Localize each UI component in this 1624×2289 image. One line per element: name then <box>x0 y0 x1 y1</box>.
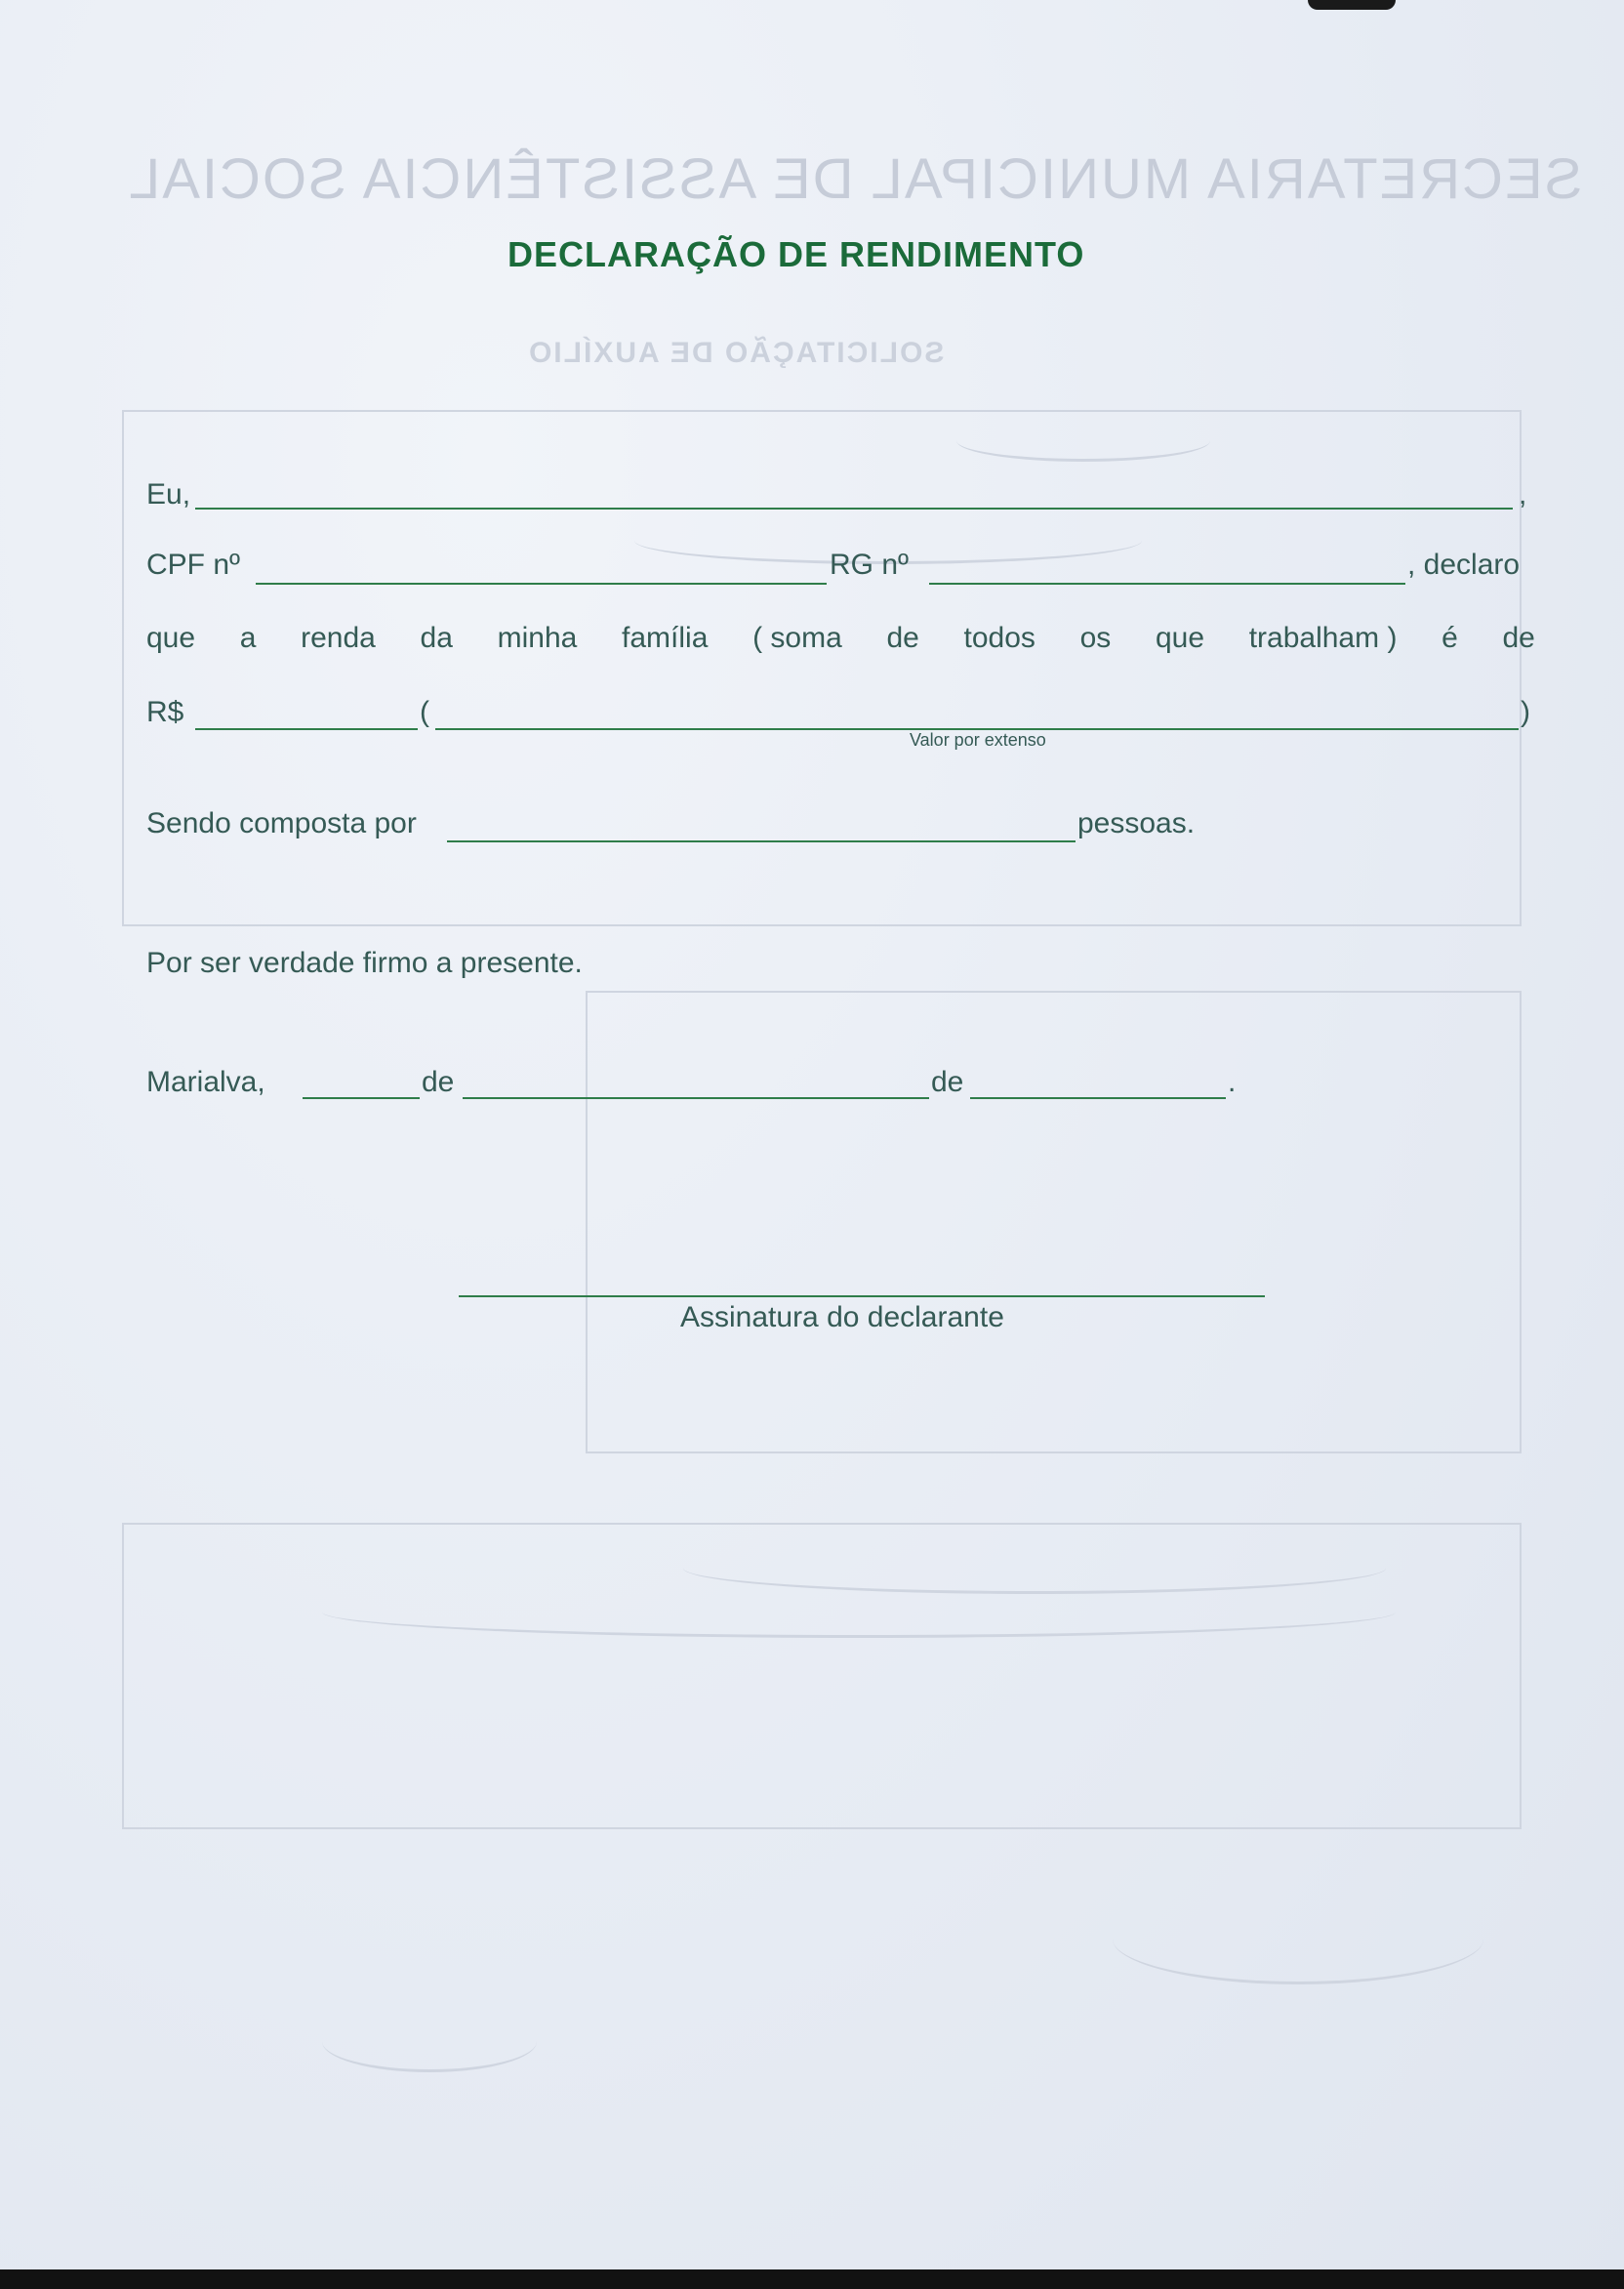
income-statement-sentence <box>146 622 1535 655</box>
reverse-side-heading-ghost: SECRETARIA MUNICIPAL DE ASSISTÊNCIA SOCIAL <box>127 147 1583 211</box>
cpf-label: CPF nº <box>146 549 240 581</box>
sentence-word: que <box>1155 622 1205 654</box>
sentence-word: renda <box>301 622 376 654</box>
household-size-field[interactable] <box>447 840 1076 842</box>
scan-bottom-edge <box>0 2269 1624 2289</box>
rg-field[interactable] <box>929 583 1405 585</box>
sentence-word: ( soma <box>752 622 842 654</box>
name-trailing-comma: , <box>1519 478 1527 511</box>
document-title: DECLARAÇÃO DE RENDIMENTO <box>508 234 1085 274</box>
income-amount-field[interactable] <box>195 728 418 730</box>
name-field[interactable] <box>195 508 1513 510</box>
sentence-word: de <box>1502 622 1535 654</box>
reverse-handwriting-ghost <box>1113 1894 1483 1984</box>
de-text-1: de <box>422 1066 455 1098</box>
sentence-word: é <box>1441 622 1458 654</box>
name-label: Eu, <box>146 478 191 511</box>
declaro-text: , declaro <box>1407 549 1521 581</box>
truth-statement: Por ser verdade firmo a presente. <box>146 947 583 979</box>
sentence-word: todos <box>963 622 1035 654</box>
cpf-field[interactable] <box>256 583 827 585</box>
sentence-word: a <box>239 622 257 654</box>
close-paren: ) <box>1521 696 1530 728</box>
reverse-side-subheading-ghost: SOLICITAÇÃO DE AUXÍLIO <box>527 337 945 369</box>
de-text-2: de <box>931 1066 964 1098</box>
date-period: . <box>1228 1066 1237 1098</box>
sentence-word: os <box>1079 622 1112 654</box>
currency-label: R$ <box>146 696 184 728</box>
scan-artifact <box>1308 0 1396 10</box>
rg-label: RG nº <box>830 549 909 581</box>
reverse-handwriting-ghost <box>322 1586 1396 1638</box>
pessoas-text: pessoas. <box>1077 807 1196 839</box>
sentence-word: de <box>886 622 919 654</box>
sentence-word: família <box>622 622 709 654</box>
reverse-side-table-ghost <box>586 991 1522 1453</box>
amount-in-words-caption: Valor por extenso <box>910 730 1046 750</box>
household-label: Sendo composta por <box>146 807 417 839</box>
sentence-word: minha <box>497 622 578 654</box>
signature-field[interactable] <box>459 1295 1265 1297</box>
month-field[interactable] <box>463 1097 929 1099</box>
day-field[interactable] <box>303 1097 420 1099</box>
year-field[interactable] <box>970 1097 1226 1099</box>
sentence-word: trabalham ) <box>1248 622 1398 654</box>
open-paren: ( <box>420 696 429 728</box>
reverse-signature-ghost <box>322 2011 537 2072</box>
sentence-word: que <box>146 622 196 654</box>
reverse-side-box-ghost <box>122 410 1522 926</box>
reverse-handwriting-ghost <box>956 420 1210 462</box>
city-label: Marialva, <box>146 1066 265 1098</box>
sentence-word: da <box>420 622 453 654</box>
signature-caption: Assinatura do declarante <box>680 1301 1004 1333</box>
